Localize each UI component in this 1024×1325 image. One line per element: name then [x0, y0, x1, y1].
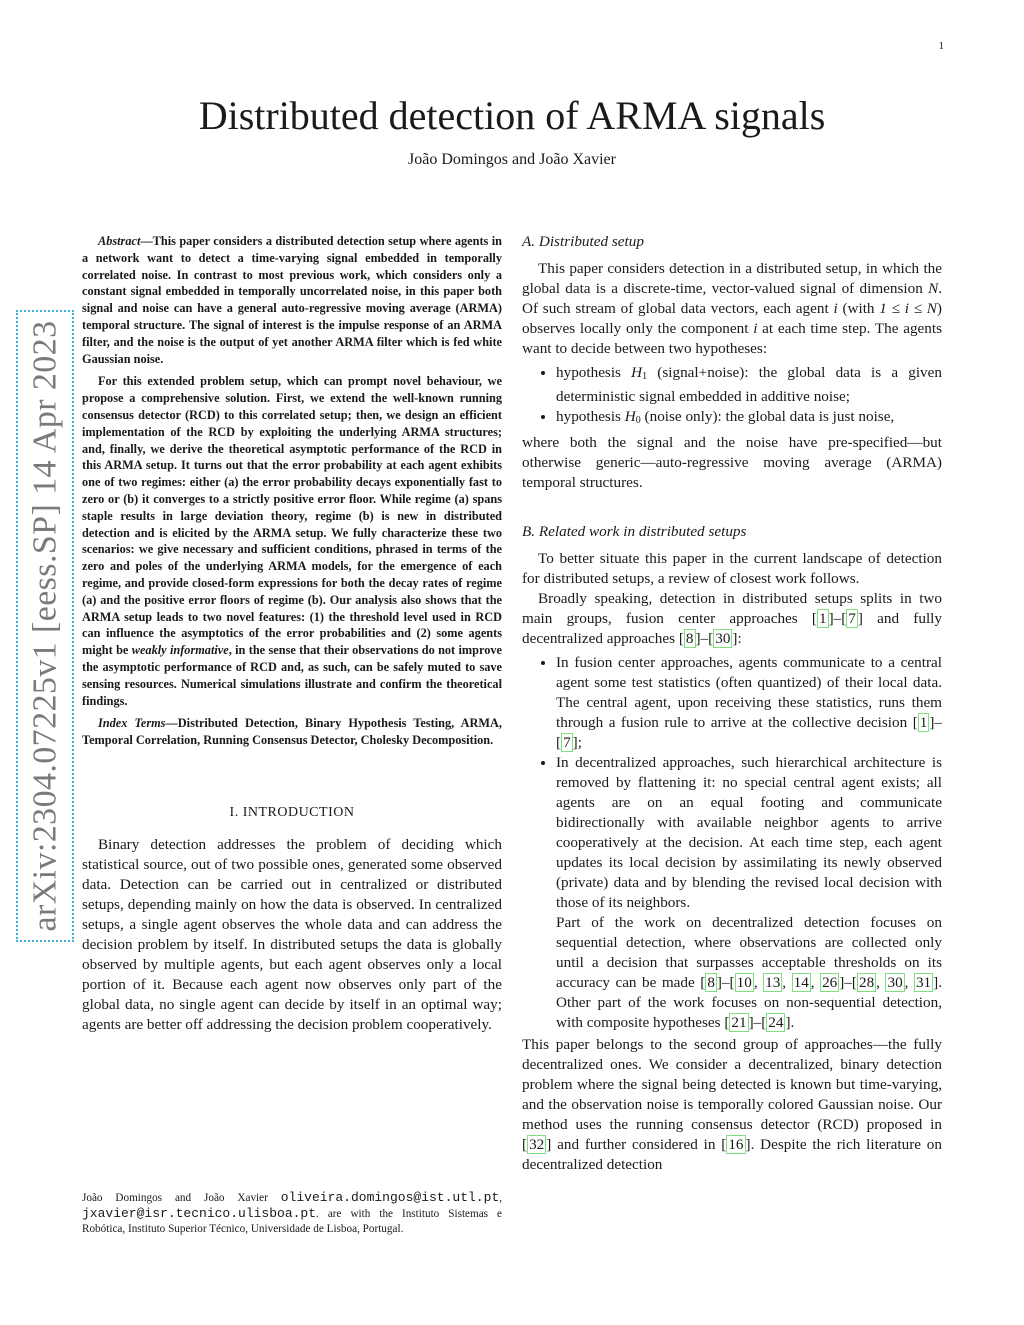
text-run: In fusion center approaches, agents communicate to a central agent some test statistics (often quantized) of their local data. The central agent, upon receiving these statistics, runs them through a fusion rule to arrive at the collective decision — [556, 654, 942, 731]
subsection-b-paragraph-2: Broadly speaking, detection in distributed setups splits in two main groups, fusion center approaches [ 1 ]–[ 7 ] and fully decentralized approaches [ 8 ]–[ 30 ]: — [522, 590, 942, 647]
math-subscript: 1 — [642, 371, 648, 382]
text-run: and fully decentralized approaches — [522, 610, 942, 647]
abstract-emphasis: weakly informative — [131, 643, 229, 658]
math-h1 — [631, 364, 647, 381]
subsection-a-heading: A. Distributed setup — [522, 233, 644, 250]
citation-link[interactable]: 1 — [919, 714, 928, 731]
footnote-affiliation: . are with the Instituto Sistemas e Robótica, Instituto Superior Técnico, Universidade de Lisboa, Portugal. — [82, 1208, 502, 1235]
math-h-symbol: H — [624, 408, 636, 425]
text-run: . Of such stream of global data vectors, each agent — [522, 280, 942, 317]
text-run: hypothesis — [556, 408, 625, 425]
text-run: hypothesis — [556, 364, 632, 381]
paper-title: Distributed detection of ARMA signals — [198, 93, 826, 138]
hypotheses-list — [522, 363, 942, 431]
text-run: (noise only): the global data is just noise, — [640, 408, 895, 425]
math-range: 1 ≤ i ≤ N — [879, 300, 937, 317]
intro-heading: I. INTRODUCTION — [229, 804, 355, 820]
math-i-2: i — [753, 320, 758, 337]
email-link-1[interactable]: oliveira.domingos@ist.utl.pt — [280, 1190, 500, 1205]
abstract-text-2a: For this extended problem setup, which can prompt novel behaviour, we propose a comprehensive solution. First, we extend the well-known running consensus detector (RCD) to this correlated setup; then, we design an efficient implementation of the RCD by exploiting the underlying ARMA structures; and, finally, we derive the theoretical asymptotic performance of the RCD in this ARMA setup. It turns out that the error probability at each agent exhibits one of two regimes: either (a) the error probability decays exponentially fast to zero or (b) it converges to a strictly positive error floor. While regime (a) spans staple results in large deviation theory, regime (b) is new in distributed detection and is elicited by the ARMA setup. We fully characterize these two scenarios: we give necessary and sufficient conditions, phrased in terms of the zero and poles of the underlying ARMA models, for the emergence of each regime, and provide closed-form expressions for both the decay rates of regime (a) and the positive error floors of regime (b). Our analysis also shows that the ARMA setup leads to two novel features: (1) the threshold level used in RCD can influence the asymptotics of the error probabilities and (2) some agents might be — [82, 374, 502, 658]
subsection-b-heading: B. Related work in distributed setups — [522, 523, 747, 540]
math-h0 — [625, 408, 641, 425]
subsection-b-paragraph-1: To better situate this paper in the current landscape of detection for distributed setups, a review of closest work follows. — [522, 550, 942, 587]
index-terms-text: —Distributed Detection, Binary Hypothesis Testing, ARMA, Temporal Correlation, Running Consensus Detector, Cholesky Decomposition. — [82, 716, 502, 748]
intro-paragraph: Binary detection addresses the problem of deciding which statistical source, out of two possible ones, generated some observed data. Detection can be carried out in centralized or distributed setups, depending mainly on how the data is observed. In centralized setups, a single agent observes the whole data and can address the decision problem by itself. In distributed setups the data is globally observed by multiple agents, but each agent observes only a local portion of it. Because each agent now observes only part of the global data, no single agent can decide by itself in an optimal way; agents are better off addressing the decision problem cooperatively. — [82, 835, 502, 1033]
citation-link[interactable]: 21 — [731, 1014, 747, 1031]
subsection-a-paragraph — [522, 259, 942, 359]
citation-link[interactable]: 10 — [736, 974, 752, 991]
hypothesis-h0 — [556, 407, 942, 431]
author-footnote — [82, 1190, 502, 1237]
decentralized-item — [556, 753, 942, 1033]
citation-link[interactable]: 31 — [915, 974, 932, 991]
text-run: (with — [837, 300, 880, 317]
subsection-b-body — [522, 549, 942, 1175]
hypothesis-h1 — [556, 363, 942, 407]
math-i: i — [833, 300, 838, 317]
right-column — [522, 233, 942, 1175]
page-number: 1 — [938, 40, 944, 52]
fusion-center-item: • In fusion center approaches, agents communicate to a central agent some test statistics (often quantized) of their local data. The central agent, upon receiving these statistics, runs them through a fusion rule to arrive at the collective decision [ 1 ]–[ 7 ]; — [556, 653, 942, 753]
abstract-paragraph-2 — [82, 373, 502, 709]
citation-link[interactable]: 14 — [793, 974, 809, 991]
citation-link[interactable]: 1 — [818, 610, 827, 627]
text-run: at each time step. The agents want to decide between two hypotheses: — [522, 320, 942, 357]
subsection-a-body — [522, 259, 942, 493]
abstract — [82, 233, 502, 749]
email-link-2[interactable]: jxavier@isr.tecnico.ulisboa.pt — [82, 1206, 317, 1221]
index-terms — [82, 715, 502, 749]
index-terms-label: Index Terms — [98, 716, 166, 731]
text-run: Part of the work on decentralized detection focuses on sequential detection, where observations are collected only until a decision that surpasses acceptable thresholds on its accuracy can be made — [556, 914, 942, 991]
text-run: Broadly speaking, detection in distributed setups splits in two main groups, fusion center approaches — [522, 590, 942, 627]
citation-link[interactable]: 7 — [848, 610, 856, 627]
citation-link[interactable]: 28 — [858, 974, 875, 991]
left-column — [82, 233, 502, 1035]
citation-link[interactable]: 8 — [685, 630, 694, 647]
citation-link[interactable]: 8 — [707, 974, 715, 991]
text-run: This paper belongs to the second group of approaches—the fully decentralized ones. We consider a decentralized, binary detection problem where the signal being detected is known but time-varying, and the observation noise is temporally colored Gaussian noise. Our method uses the running consensus detector (RCD) proposed in — [522, 1036, 942, 1133]
arxiv-identifier-text: arXiv:2304.07225v1 [eess.SP] 14 Apr 2023 — [26, 320, 63, 932]
text-run: In decentralized approaches, such hierarchical architecture is removed by flattening it: no special central agent exists; all agents are on an equal footing and communicate bidirectionally with available neighbor agents to arrive cooperatively at the decision. At each time step, each agent updates its local decision by assimilating its newly observed (private) data and by blending the revised local decision with those of its neighbors. — [556, 754, 942, 911]
footnote-comma: , — [499, 1192, 502, 1204]
citation-link[interactable]: 13 — [765, 974, 781, 991]
footnote-names: João Domingos and João Xavier — [82, 1192, 281, 1204]
text-run: and further considered in — [551, 1136, 722, 1153]
decentralized-continuation: Part of the work on decentralized detection focuses on sequential detection, where observations are collected only until a decision that surpasses acceptable thresholds on its accuracy can be made [ 8 ]–[ 10 , 13 , 14 , 26 ]–[ 28 , 30 , 31 ]. Other part of the work focuses on non-sequential detection, with composite hypotheses [ 21 ]–[ 24 ]. — [556, 914, 942, 1031]
citation-link[interactable]: 24 — [768, 1014, 784, 1031]
approaches-list — [522, 653, 942, 1033]
subsection-b-paragraph-3: This paper belongs to the second group of approaches—the fully decentralized ones. We consider a decentralized, binary detection problem where the signal being detected is known but time-varying, and the observation noise is temporally colored Gaussian noise. Our method uses the running consensus detector (RCD) proposed in [ 32 ] and further considered in [ 16 ]. Despite the rich literature on decentralized detection — [522, 1036, 942, 1173]
citation-link[interactable]: 16 — [728, 1136, 744, 1153]
citation-link[interactable]: 32 — [529, 1136, 545, 1153]
subsection-a-closing: where both the signal and the noise have pre-specified—but otherwise generic—auto-regressive moving average (ARMA) temporal structures. — [522, 434, 942, 491]
abstract-paragraph-1 — [82, 233, 502, 367]
math-subscript: 0 — [635, 415, 641, 426]
text-run: ) observes locally only the component — [522, 300, 942, 337]
abstract-text-1: —This paper considers a distributed detection setup where agents in a network want to detect a time-varying signal embedded in temporally correlated noise. In contrast to most previous work, which considers only a constant signal embedded in temporally uncorrelated noise, in this paper both signal and noise can have a general auto-regressive moving average (ARMA) temporal structure. The signal of interest is the impulse response of an ARMA filter, and the noise is the output of yet another ARMA filter which is fed white Gaussian noise. — [82, 234, 502, 366]
citation-link[interactable]: 26 — [822, 974, 838, 991]
math-N: N — [928, 280, 939, 297]
math-h-symbol: H — [631, 364, 643, 381]
text-run: . Despite the rich literature on decentralized detection — [522, 1136, 942, 1173]
arxiv-identifier[interactable] — [16, 310, 74, 942]
citation-link[interactable]: 30 — [715, 630, 731, 647]
abstract-label: Abstract — [98, 234, 141, 248]
text-run: This paper considers detection in a distributed setup, in which the global data is a discrete-time, vector-valued signal of dimension — [522, 260, 942, 297]
intro-body — [82, 835, 502, 1035]
paper-authors: João Domingos and João Xavier — [408, 151, 616, 168]
citation-link[interactable]: 30 — [887, 974, 903, 991]
abstract-text-2b: , in the sense that their observations do not improve the asymptotic performance of RCD and, as such, can be safely muted to save sensing resources. Numerical simulations illustrate and confirm the theoretical findings. — [82, 643, 502, 708]
text-run: . Other part of the work focuses on non-sequential detection, with composite hypotheses — [556, 974, 942, 1031]
text-run: (signal+noise): the global data is a given deterministic signal embedded in additive noise; — [556, 364, 942, 405]
citation-link[interactable]: 7 — [563, 734, 571, 751]
